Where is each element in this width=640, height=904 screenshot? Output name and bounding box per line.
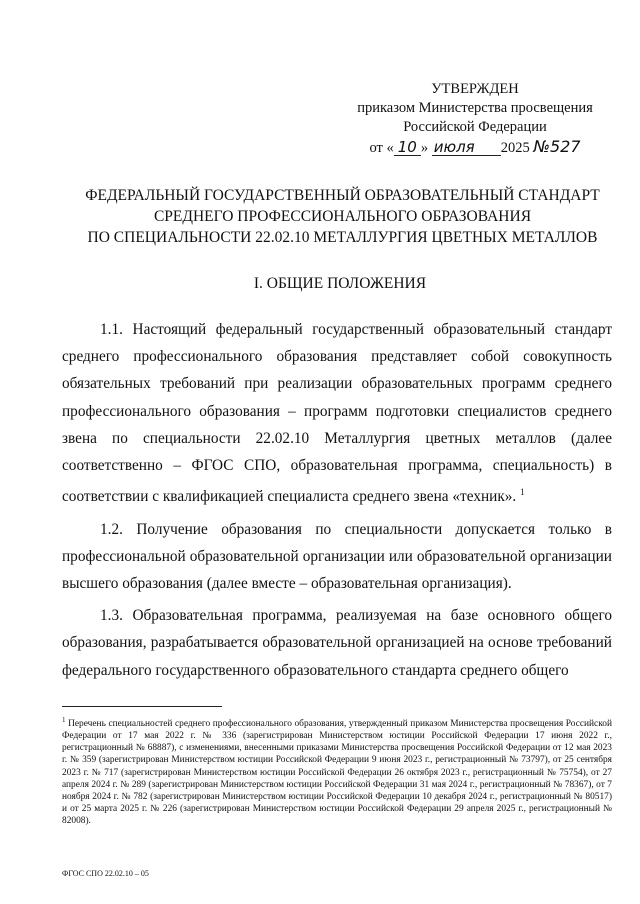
footnote-divider [62, 706, 222, 707]
footnote-marker: 1 [62, 716, 66, 724]
approval-month: июля [432, 139, 501, 156]
approval-stamp [330, 80, 620, 158]
paragraph-1-1-text: 1.1. Настоящий федеральный государственный образовательный стандарт среднего профессионального образования представляет собой совокупность обязательных требований при реализации образовательных программ среднего профессионального образования – программ подготовки специалистов среднего звена по специальности 22.02.10 Металлургия цветных металлов (далее соответственно – ФГОС СПО, образовательная программа, специальность) в соответствии с квалификацией специалиста среднего звена «техник». [62, 321, 612, 506]
approval-order-line: приказом Министерства просвещения [357, 100, 593, 116]
title-line-2: СРЕДНЕГО ПРОФЕССИОНАЛЬНОГО ОБРАЗОВАНИЯ [153, 208, 532, 225]
footnote [62, 714, 612, 827]
approval-year: 2025 [500, 140, 530, 156]
footnote-text: Перечень специальностей среднего профессионального образования, утвержденный приказом Министерства просвещения Российской Федерации от 17 мая 2022 г. № 336 (зарегистрирован Министерством юстиции Российской Федерации 17 июня 2022 г., регистрационный № 68887), с изменениями, внесенными приказами Министерства просвещения Российской Федерации от 12 мая 2023 г. № 359 (зарегистрирован Министерством юстиции Российской Федерации 9 июня 2023 г., регистрационный № 73797), от 25 сентября 2023 г. № 717 (зарегистрирован Министерством юстиции Российской Федерации 26 октября 2023 г., регистрационный № 75754), от 27 апреля 2024 г. № 289 (зарегистрирован Министерством юстиции Российской Федерации 31 мая 2024 г., регистрационный № 78367), от 7 ноября 2024 г. № 782 (зарегистрирован Министерством юстиции Российской Федерации 10 декабря 2024 г., регистрационный № 80517) и от 25 марта 2025 г. № 226 (зарегистрирован Министерством юстиции Российской Федерации 29 апреля 2025 г., регистрационный № 82008). [62, 719, 612, 826]
title-line-3: ПО СПЕЦИАЛЬНОСТИ 22.02.10 МЕТАЛЛУРГИЯ ЦВЕТНЫХ МЕТАЛЛОВ [87, 229, 598, 246]
approval-day: 10 [394, 139, 421, 156]
approval-date-line [330, 137, 620, 158]
approval-authority: Российской Федерации [403, 119, 547, 135]
section-heading: I. ОБЩИЕ ПОЛОЖЕНИЯ [253, 275, 427, 292]
paragraph-1-1 [62, 316, 612, 511]
approval-number-sign: № [533, 137, 550, 156]
paragraph-1-2: 1.2. Получение образования по специальности допускается только в профессиональной образовательной организации или образовательной организации высшего образования (далее вместе – образовательная организация). [62, 520, 612, 592]
title-line-1: ФЕДЕРАЛЬНЫЙ ГОСУДАРСТВЕННЫЙ ОБРАЗОВАТЕЛЬНЫЙ СТАНДАРТ [85, 187, 600, 204]
date-prefix: от « [369, 140, 394, 156]
page-footer-code: ФГОС СПО 22.02.10 – 05 [62, 869, 149, 878]
footnote-reference: 1 [520, 487, 525, 498]
approval-number: 527 [549, 137, 581, 156]
paragraph-1-3: 1.3. Образовательная программа, реализуемая на базе основного общего образования, разрабатывается образовательной организацией на основе требований федерального государственного образовательного стандарта среднего общего [62, 607, 612, 679]
approval-heading: УТВЕРЖДЕН [431, 81, 519, 97]
date-mid: » [420, 140, 429, 156]
document-body [62, 316, 612, 689]
document-title [60, 185, 625, 248]
